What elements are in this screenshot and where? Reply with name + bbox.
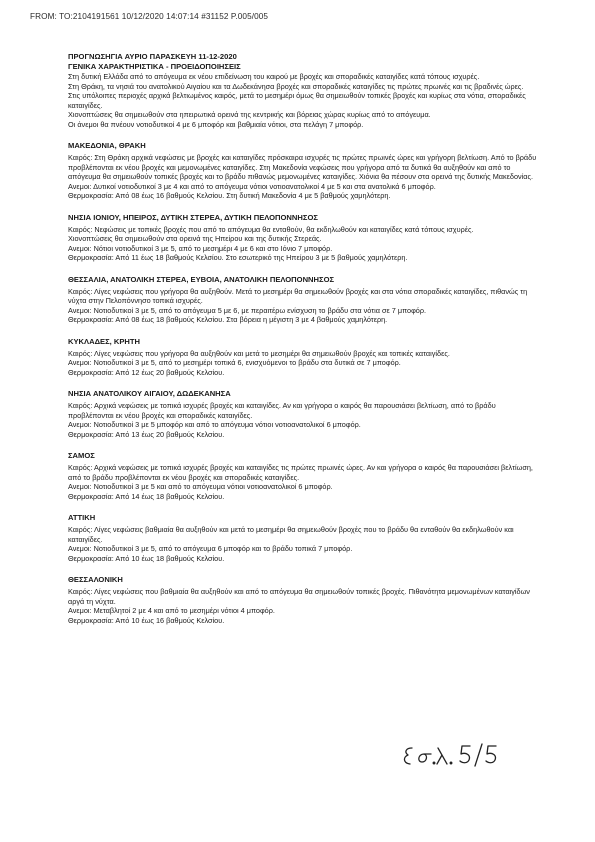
- forecast-line: Ανεμοι: Νοτιοδυτικοί 3 με 5, από το μεσημέρι τοπικά 6, ενισχυόμενοι το βράδυ στα δυτικά σε 7 μποφόρ.: [68, 358, 401, 367]
- region-heading: ΝΗΣΙΑ ΙΟΝΙΟΥ, ΗΠΕΙΡΟΣ, ΔΥΤΙΚΗ ΣΤΕΡΕΑ, ΔΥΤΙΚΗ ΠΕΛΟΠΟΝΝΗΣΟΣ: [68, 212, 318, 222]
- forecast-line: Ανεμοι: Νοτιοδυτικοί 3 με 5, από το απόγευμα 6 μποφόρ και το βράδυ τοπικά 7 μποφόρ.: [68, 544, 353, 553]
- general-line: Στις υπόλοιπες περιοχές αρχικά βελτιωμένος καιρός, μετά το μεσημέρι όμως θα σημειωθούν τοπικές βροχές και κυρίως στα νότια, σποραδικές καταιγίδες.: [68, 91, 526, 110]
- forecast-line: Θερμοκρασία: Από 13 έως 20 βαθμούς Κελσίου.: [68, 429, 225, 439]
- forecast-line: Θερμοκρασία: Από 10 έως 16 βαθμούς Κελσίου.: [68, 615, 225, 625]
- region-heading: ΣΑΜΟΣ: [68, 451, 95, 460]
- region-heading: ΘΕΣΣΑΛΙΑ, ΑΝΑΤΟΛΙΚΗ ΣΤΕΡΕΑ, ΕΥΒΟΙΑ, ΑΝΑΤΟΛΙΚΗ ΠΕΛΟΠΟΝΝΗΣΟΣ: [68, 274, 335, 284]
- forecast-line: Καιρός: Λίγες νεφώσεις που γρήγορα θα αυξηθούν. Μετά το μεσημέρι θα σημειωθούν βροχές και στα νότια σποραδικές καταιγίδες, πιθανώς τη νύχτα στην Πελοπόννησο τοπικά ισχυρές.: [68, 286, 528, 305]
- forecast-line: Θερμοκρασία: Από 14 έως 18 βαθμούς Κελσίου.: [68, 491, 225, 501]
- handwritten-signature: [398, 736, 508, 776]
- general-line: Στη δυτική Ελλάδα από το απόγευμα εκ νέου επιδείνωση του καιρού με βροχές και σποραδικές καταιγίδες κατά τόπους ισχυρές.: [68, 72, 480, 81]
- forecast-title: ΠΡΟΓΝΩΣΗΓΙΑ ΑΥΡΙΟ ΠΑΡΑΣΚΕΥΗ 11-12-2020: [68, 52, 237, 61]
- forecast-line: Θερμοκρασία: Από 11 έως 18 βαθμούς Κελσίου. Στο εσωτερικό της Ηπείρου 3 με 5 βαθμούς χαμηλότερη.: [68, 253, 408, 262]
- forecast-line: Θερμοκρασία: Από 08 έως 16 βαθμούς Κελσίου. Στη δυτική Μακεδονία 4 με 5 βαθμούς χαμηλότερη.: [68, 191, 391, 200]
- forecast-line: Ανεμοι: Νοτιοδυτικοί 3 με 5, από το απόγευμα 5 με 6, με περαιτέρω ενίσχυση το βράδυ στα νότια σε 7 μποφόρ.: [68, 305, 427, 315]
- general-paragraph: [68, 72, 543, 129]
- region-section-ionio-ipeiros: [68, 213, 543, 263]
- region-section-attiki: [68, 513, 543, 563]
- forecast-line: Καιρός: Λίγες νεφώσεις που γρήγορα θα αυξηθούν και μετά το μεσημέρι θα σημειωθούν βροχές και τοπικές καταιγίδες.: [68, 348, 450, 358]
- fax-header: FROM: TO:2104191561 10/12/2020 14:07:14 #31152 P.005/005: [30, 12, 269, 21]
- region-heading: ΜΑΚΕΔΟΝΙΑ, ΘΡΑΚΗ: [68, 141, 146, 150]
- forecast-line: Καιρός: Νεφώσεις με τοπικές βροχές που από το απόγευμα θα ενταθούν, θα εκδηλωθούν και καταιγίδες κατά τόπους ισχυρές.: [68, 224, 474, 234]
- region-heading: ΚΥΚΛΑΔΕΣ, ΚΡΗΤΗ: [68, 336, 141, 346]
- forecast-line: Ανεμοι: Νοτιοδυτικοί 3 με 5 και από το απόγευμα νότιοι νοτιοανατολικοί 6 μποφόρ.: [68, 482, 333, 491]
- forecast-line: Καιρός: Λίγες νεφώσεις που βαθμιαία θα αυξηθούν και από το απόγευμα θα σημειωθούν τοπικές βροχές. Πιθανότητα μεμονωμένων καταιγίδων αργά τη νύχτα.: [68, 587, 530, 606]
- forecast-line: Καιρός: Στη Θράκη αρχικά νεφώσεις με βροχές και καταιγίδες πρόσκαιρα ισχυρές τις πρώτες πρωινές ώρες και γρήγορη βελτίωση. Από το βράδυ προβλέπονται εκ νέου βροχές και μεμονωμένες καταιγίδες. Στη Μακεδονία νεφώσεις που γρήγορα από τα δυτικά θα αυξηθούν και από το απόγευμα θα σημειωθούν τοπικές βροχές και το βράδυ πιθανώς μεμονωμένες καταιγίδες. Χιόνια θα πέσουν στα ορεινά της δυτικής Μακεδονίας.: [68, 153, 537, 181]
- region-section-thessaloniki: [68, 575, 543, 625]
- region-heading: ΑΤΤΙΚΗ: [68, 513, 96, 522]
- region-heading: ΘΕΣΣΑΛΟΝΙΚΗ: [68, 575, 123, 584]
- region-section-thessalia-sterea: [68, 275, 543, 325]
- forecast-line: Καιρός: Λίγες νεφώσεις βαθμιαία θα αυξηθούν και μετά το μεσημέρι θα σημειωθούν βροχές που το βράδυ θα ενταθούν θα εκδηλωθούν και καταιγίδες.: [68, 525, 514, 544]
- forecast-line: Θερμοκρασία: Από 10 έως 18 βαθμούς Κελσίου.: [68, 553, 225, 563]
- region-section-kyklades-kriti: [68, 337, 543, 378]
- forecast-line: Ανεμοι: Νοτιοδυτικοί 3 με 5 μποφόρ και από το απόγευμα νότιοι νοτιοανατολικοί 6 μποφόρ.: [68, 420, 361, 429]
- forecast-line: Ανεμοι: Νότιοι νοτιοδυτικοί 3 με 5, από το μεσημέρι 4 με 6 και στο Ιόνιο 7 μποφόρ.: [68, 243, 333, 253]
- general-line: Οι άνεμοι θα πνέουν νοτιοδυτικοί 4 με 6 μποφόρ και βαθμιαία νότιοι, στα πελάγη 7 μποφόρ.: [68, 119, 364, 129]
- forecast-line: Καιρός: Αρχικά νεφώσεις με τοπικά ισχυρές βροχές και καταιγίδες τις πρώτες πρωινές ώρες. Αν και γρήγορα ο καιρός θα παρουσιάσει βελτίωση, από το βράδυ προβλέπονται εκ νέου βροχές και σποραδικές καταιγίδες.: [68, 463, 533, 482]
- general-line: Χιονοπτώσεις θα σημειωθούν στα ηπειρωτικά ορεινά της κεντρικής και βόρειας χώρας κυρίως από το απόγευμα.: [68, 110, 431, 119]
- forecast-line: Θερμοκρασία: Από 12 έως 20 βαθμούς Κελσίου.: [68, 367, 225, 377]
- forecast-line: Θερμοκρασία: Από 08 έως 18 βαθμούς Κελσίου. Στα βόρεια η μέγιστη 3 με 4 βαθμούς χαμηλότερη.: [68, 315, 388, 324]
- forecast-line: Ανεμοι: Δυτικοί νοτιοδυτικοί 3 με 4 και από το απόγευμα νότιοι νοτιοανατολικοί 4 με 5 και στα ανατολικά 6 μποφόρ.: [68, 181, 436, 191]
- region-section-samos: [68, 451, 543, 501]
- region-heading: ΝΗΣΙΑ ΑΝΑΤΟΛΙΚΟΥ ΑΙΓΑΙΟΥ, ΔΩΔΕΚΑΝΗΣΑ: [68, 389, 231, 398]
- forecast-line: Χιονοπτώσεις θα σημειωθούν στα ορεινά της Ηπείρου και της δυτικής Στερεάς.: [68, 234, 322, 243]
- region-section-makedonia-thraki: [68, 141, 543, 201]
- forecast-document: [68, 52, 543, 625]
- forecast-subtitle: ΓΕΝΙΚΑ ΧΑΡΑΚΤΗΡΙΣΤΙΚΑ - ΠΡΟΕΙΔΟΠΟΙΗΣΕΙΣ: [68, 61, 241, 71]
- forecast-line: Καιρός: Αρχικά νεφώσεις με τοπικά ισχυρές βροχές και καταιγίδες. Αν και γρήγορα ο καιρός θα παρουσιάσει βελτίωση, από το βράδυ προβλέπονται εκ νέου βροχές και σποραδικές καταιγίδες.: [68, 401, 496, 420]
- forecast-line: Ανεμοι: Μεταβλητοί 2 με 4 και από το μεσημέρι νότιοι 4 μποφόρ.: [68, 606, 275, 615]
- region-section-anatoliko-aigaio: [68, 389, 543, 439]
- general-line: Στη Θράκη, τα νησιά του ανατολικού Αιγαίου και τα Δωδεκάνησα βροχές και σποραδικές καταιγίδες τις πρώτες πρωινές και τις βραδινές ώρες.: [68, 81, 524, 91]
